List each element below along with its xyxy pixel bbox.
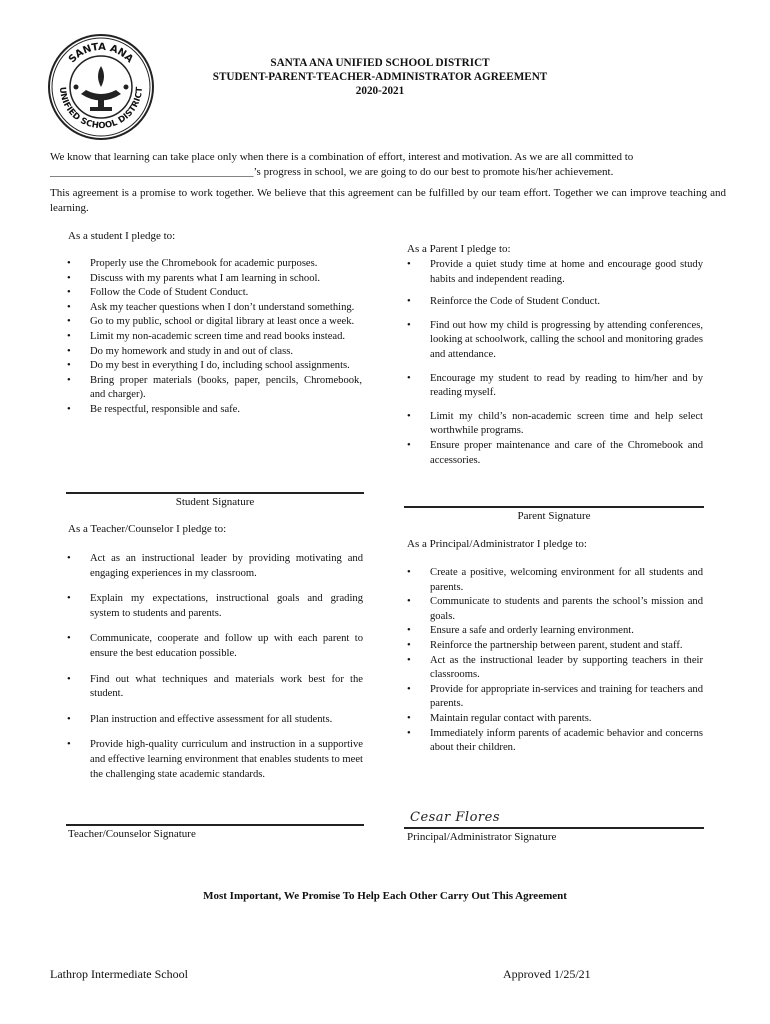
student-pledge-title: As a student I pledge to: (68, 230, 176, 242)
list-item: • Discuss with my parents what I am learning in school. (65, 272, 362, 287)
principal-signature-label: Principal/Administrator Signature (407, 831, 557, 843)
principal-signature: Cesar Flores (410, 810, 500, 825)
school-year: 2020-2021 (355, 85, 405, 97)
principal-pledge-list (405, 566, 703, 756)
intro-paragraph-2: This agreement is a promise to work together. We believe that this agreement can be fulfilled by our team effort. Together we can improve teaching and learning. (50, 187, 726, 214)
list-item: • Bring proper materials (books, paper, pencils, Chromebook, and charger). (65, 374, 362, 403)
list-item: • Ensure proper maintenance and care of the Chromebook and accessories. (405, 439, 703, 468)
list-item: • Plan instruction and effective assessment for all students. (65, 713, 363, 728)
principal-pledge-title: As a Principal/Administrator I pledge to: (407, 538, 587, 550)
intro-paragraph-1 (50, 150, 726, 180)
list-item: • Provide high-quality curriculum and instruction in a supportive and effective learning environment that enables students to meet the challenging state academic standards. (65, 738, 363, 782)
student-pledge-list (65, 257, 362, 418)
parent-signature-line[interactable] (404, 506, 704, 508)
parent-pledge-title: As a Parent I pledge to: (407, 243, 511, 255)
list-item: • Reinforce the Code of Student Conduct. (405, 295, 703, 310)
list-item: • Limit my non-academic screen time and read books instead. (65, 330, 362, 345)
svg-text:SANTA ANA: SANTA ANA (66, 41, 136, 66)
list-item: • Immediately inform parents of academic behavior and concerns about their children. (405, 727, 703, 756)
principal-signature-line[interactable] (404, 827, 704, 829)
closing-statement: Most Important, We Promise To Help Each Other Carry Out This Agreement (203, 890, 567, 902)
list-item: • Find out what techniques and materials work best for the student. (65, 673, 363, 702)
list-item: • Act as an instructional leader by providing motivating and engaging experiences in my classroom. (65, 552, 363, 581)
intro-line-1: We know that learning can take place only when there is a combination of effort, interest and motivation. As we are all committed to (50, 151, 634, 163)
list-item: • Do my homework and study in and out of class. (65, 345, 362, 360)
svg-text:UNIFIED SCHOOL DISTRICT: UNIFIED SCHOOL DISTRICT (56, 86, 146, 132)
list-item: • Properly use the Chromebook for academic purposes. (65, 257, 362, 272)
district-name: SANTA ANA UNIFIED SCHOOL DISTRICT (270, 57, 490, 69)
intro-line-2: _____________________________________’s progress in school, we are going to do our best to promote his/her achievement. (50, 166, 614, 178)
parent-signature-label: Parent Signature (517, 510, 591, 522)
list-item: • Reinforce the partnership between parent, student and staff. (405, 639, 703, 654)
list-item: • Find out how my child is progressing by attending conferences, looking at schoolwork, calling the school and monitoring grades and attendance. (405, 319, 703, 363)
list-item: • Communicate, cooperate and follow up with each parent to ensure the best education possible. (65, 632, 363, 661)
list-item: • Go to my public, school or digital library at least once a week. (65, 315, 362, 330)
student-signature-label: Student Signature (175, 496, 255, 508)
teacher-signature-line[interactable] (66, 824, 364, 826)
list-item: • Provide for appropriate in-services and training for teachers and parents. (405, 683, 703, 712)
list-item: • Encourage my student to read by reading to him/her and by reading myself. (405, 372, 703, 401)
district-seal-logo (46, 32, 156, 142)
teacher-pledge-title: As a Teacher/Counselor I pledge to: (68, 523, 227, 535)
list-item: • Ensure a safe and orderly learning environment. (405, 624, 703, 639)
student-signature-line[interactable] (66, 492, 364, 494)
list-item: • Do my best in everything I do, including school assignments. (65, 359, 362, 374)
list-item: • Maintain regular contact with parents. (405, 712, 703, 727)
list-item: • Limit my child’s non-academic screen time and help select worthwhile programs. (405, 410, 703, 439)
footer-school-name: Lathrop Intermediate School (50, 967, 188, 981)
list-item: • Ask my teacher questions when I don’t understand something. (65, 301, 362, 316)
parent-pledge-list (405, 258, 703, 468)
footer-approved-date: Approved 1/25/21 (503, 967, 591, 981)
list-item: • Act as the instructional leader by supporting teachers in their classrooms. (405, 654, 703, 683)
list-item: • Provide a quiet study time at home and encourage good study habits and independent reading. (405, 258, 703, 287)
teacher-pledge-list (65, 552, 363, 782)
document-header (150, 56, 610, 98)
list-item: • Communicate to students and parents the school’s mission and goals. (405, 595, 703, 624)
teacher-signature-label: Teacher/Counselor Signature (68, 828, 196, 840)
list-item: • Be respectful, responsible and safe. (65, 403, 362, 418)
agreement-title: STUDENT-PARENT-TEACHER-ADMINISTRATOR AGREEMENT (212, 71, 548, 83)
list-item: • Follow the Code of Student Conduct. (65, 286, 362, 301)
list-item: • Create a positive, welcoming environment for all students and parents. (405, 566, 703, 595)
list-item: • Explain my expectations, instructional goals and grading system to students and parents. (65, 592, 363, 621)
